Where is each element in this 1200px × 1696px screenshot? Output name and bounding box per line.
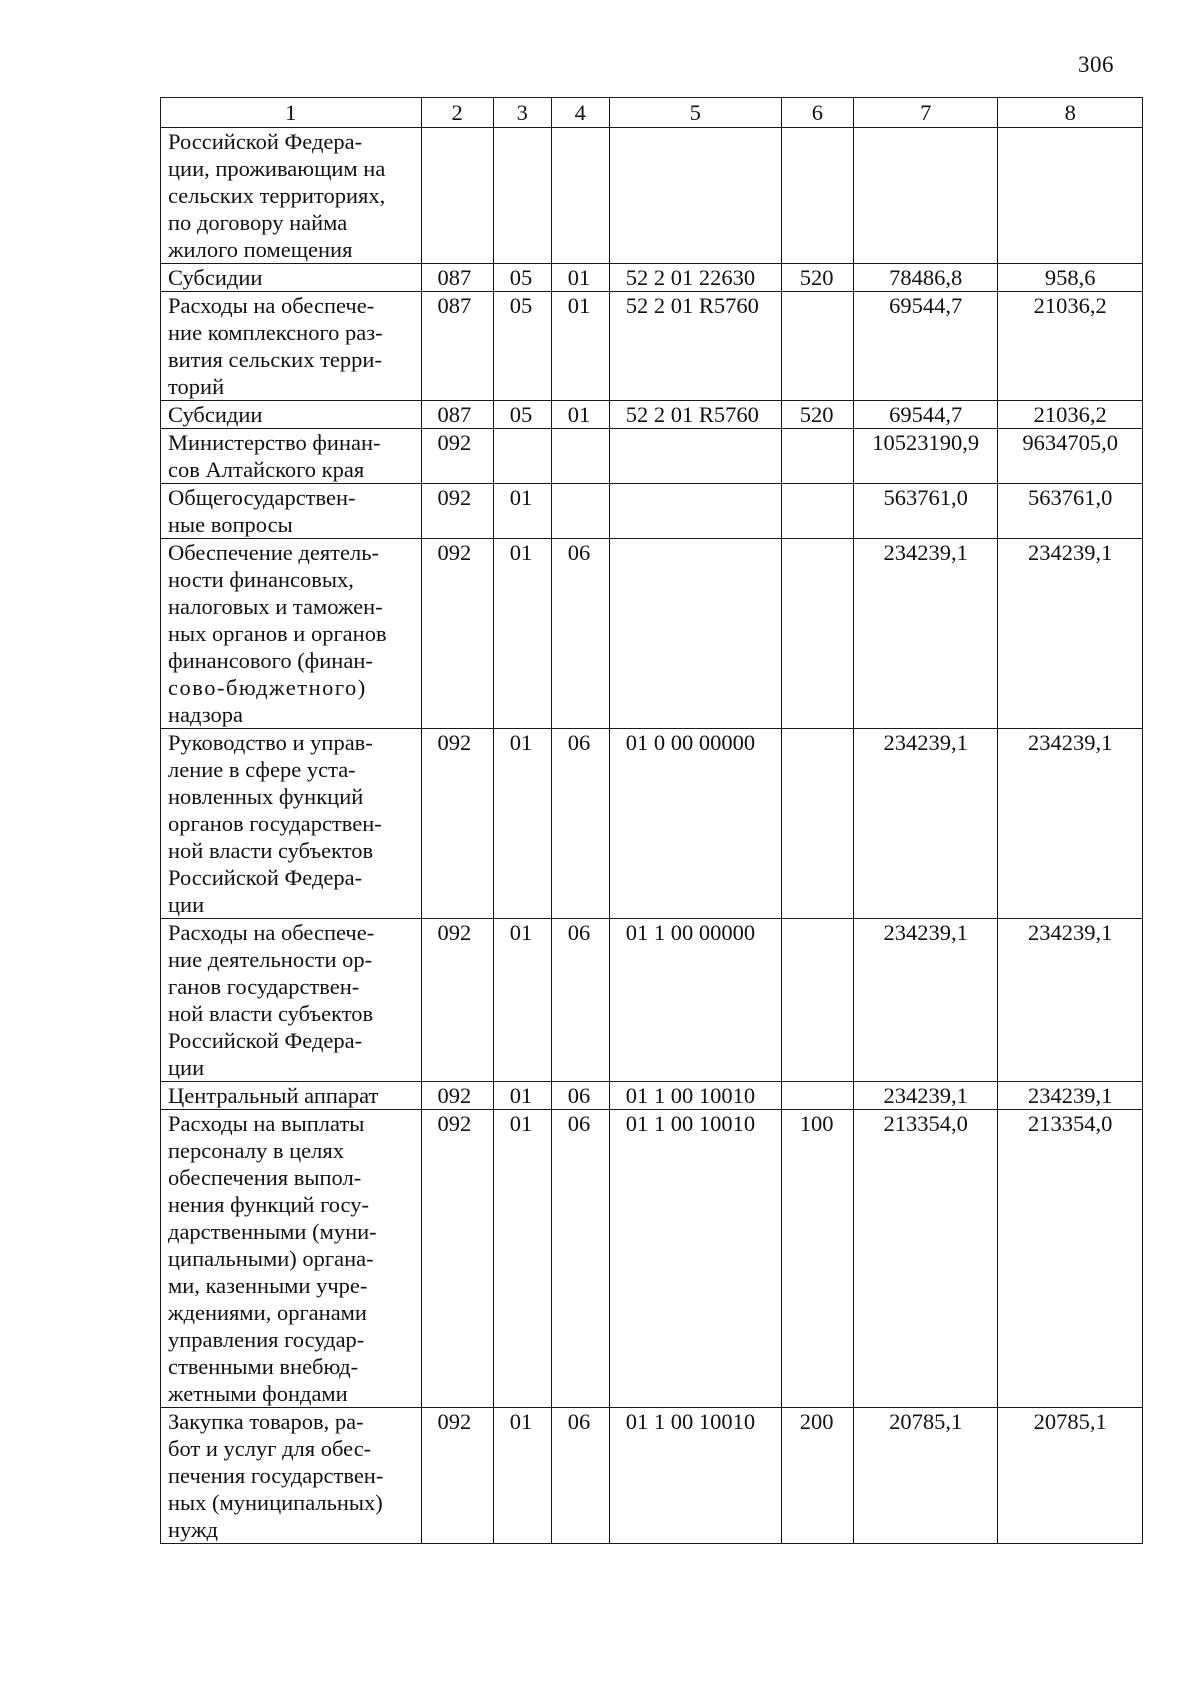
row-name-line: Расходы на обеспече- [168,293,375,318]
row-name-line: Общегосударствен- [168,485,356,510]
cell-col-8: 234239,1 [998,539,1143,729]
row-name-line: нужд [168,1517,218,1542]
cell-col-2: 092 [421,729,493,919]
row-name-line: Российской Федера- [168,129,363,154]
row-name-line: бот и услуг для обес- [168,1436,372,1461]
row-name-cell [161,1110,422,1408]
cell-col-5 [609,128,781,264]
row-name-line: нения функций госу- [168,1192,369,1217]
row-name-line: вития сельских терри- [168,347,382,372]
row-name-line: печения государствен- [168,1463,384,1488]
header-row [161,98,1143,128]
cell-col-2 [421,128,493,264]
cell-col-3: 05 [493,401,551,429]
cell-col-2: 087 [421,401,493,429]
row-name-cell [161,264,422,292]
row-name-line: Субсидии [168,265,263,290]
cell-col-3: 05 [493,264,551,292]
cell-col-4 [551,128,609,264]
row-name-line: ции, проживающим на [168,156,386,181]
row-name-line: новленных функций [168,784,364,809]
cell-col-8: 234239,1 [998,919,1143,1082]
cell-col-4: 01 [551,264,609,292]
cell-col-4: 06 [551,539,609,729]
cell-col-7: 69544,7 [853,292,998,401]
cell-col-8: 20785,1 [998,1408,1143,1544]
row-name-line: ные вопросы [168,512,293,537]
row-name-line: ждениями, органами [168,1300,367,1325]
cell-col-6 [781,292,853,401]
cell-col-5: 52 2 01 R5760 [609,292,781,401]
row-name-line: ганов государствен- [168,974,360,999]
table-row [161,1110,1143,1408]
cell-col-6 [781,128,853,264]
cell-col-3: 05 [493,292,551,401]
cell-col-5 [609,429,781,484]
column-header-6: 6 [781,98,853,128]
cell-col-5: 01 0 00 00000 [609,729,781,919]
row-name-line: ной власти субъектов [168,838,374,863]
cell-col-6: 100 [781,1110,853,1408]
row-name-line: Закупка товаров, ра- [168,1409,364,1434]
row-name-line: Обеспечение деятель- [168,540,379,565]
cell-col-8: 9634705,0 [998,429,1143,484]
column-header-5: 5 [609,98,781,128]
row-name-line: ственными внебюд- [168,1354,359,1379]
cell-col-4: 06 [551,729,609,919]
table-row [161,401,1143,429]
cell-col-8: 234239,1 [998,1082,1143,1110]
cell-col-2: 092 [421,919,493,1082]
cell-col-8: 234239,1 [998,729,1143,919]
row-name-line: ных органов и органов [168,621,387,646]
cell-col-6 [781,429,853,484]
cell-col-7: 78486,8 [853,264,998,292]
row-name-line: персоналу в целях [168,1138,344,1163]
cell-col-6: 200 [781,1408,853,1544]
cell-col-2: 087 [421,292,493,401]
budget-table [160,97,1143,1544]
cell-col-7: 213354,0 [853,1110,998,1408]
row-name-line: ной власти субъектов [168,1001,374,1026]
cell-col-4: 06 [551,1110,609,1408]
cell-col-2: 092 [421,539,493,729]
row-name-cell [161,484,422,539]
row-name-line: ние комплексного раз- [168,320,383,345]
cell-col-8: 213354,0 [998,1110,1143,1408]
row-name-line: обеспечения выпол- [168,1165,362,1190]
row-name-line: сельских территориях, [168,183,386,208]
table-row [161,128,1143,264]
table-row [161,539,1143,729]
cell-col-4: 01 [551,401,609,429]
cell-col-6: 520 [781,401,853,429]
cell-col-6 [781,729,853,919]
table-row [161,1408,1143,1544]
column-header-8: 8 [998,98,1143,128]
table-row [161,264,1143,292]
cell-col-4: 01 [551,292,609,401]
cell-col-5: 01 1 00 10010 [609,1408,781,1544]
row-name-line: сово-бюджетного) [168,675,367,700]
cell-col-2: 092 [421,1082,493,1110]
cell-col-3 [493,429,551,484]
row-name-line: сов Алтайского края [168,457,365,482]
cell-col-3: 01 [493,919,551,1082]
cell-col-3: 01 [493,539,551,729]
row-name-cell [161,429,422,484]
cell-col-7: 10523190,9 [853,429,998,484]
column-header-3: 3 [493,98,551,128]
cell-col-7: 69544,7 [853,401,998,429]
row-name-line: Расходы на обеспече- [168,920,375,945]
table-row [161,919,1143,1082]
cell-col-7: 563761,0 [853,484,998,539]
cell-col-3: 01 [493,729,551,919]
cell-col-5 [609,484,781,539]
cell-col-7: 234239,1 [853,1082,998,1110]
cell-col-2: 092 [421,1110,493,1408]
row-name-line: жилого помещения [168,237,353,262]
cell-col-5: 52 2 01 R5760 [609,401,781,429]
cell-col-4: 06 [551,1082,609,1110]
cell-col-7: 20785,1 [853,1408,998,1544]
row-name-line: Расходы на выплаты [168,1111,365,1136]
row-name-cell [161,919,422,1082]
row-name-line: Субсидии [168,402,263,427]
cell-col-6: 520 [781,264,853,292]
row-name-cell [161,539,422,729]
row-name-line: ми, казенными учре- [168,1273,368,1298]
row-name-line: ции [168,892,205,917]
page-number: 306 [1078,52,1114,77]
row-name-cell [161,128,422,264]
cell-col-3: 01 [493,1110,551,1408]
row-name-line: жетными фондами [168,1381,348,1406]
cell-col-3: 01 [493,1082,551,1110]
table-row [161,484,1143,539]
column-header-1: 1 [161,98,422,128]
row-name-line: Центральный аппарат [168,1083,379,1108]
row-name-cell [161,729,422,919]
column-header-7: 7 [853,98,998,128]
cell-col-2: 092 [421,429,493,484]
cell-col-6 [781,539,853,729]
cell-col-2: 092 [421,484,493,539]
cell-col-4 [551,484,609,539]
row-name-line: ние деятельности ор- [168,947,373,972]
cell-col-3: 01 [493,484,551,539]
column-header-2: 2 [421,98,493,128]
cell-col-8: 21036,2 [998,401,1143,429]
row-name-line: ление в сфере уста- [168,757,356,782]
cell-col-6 [781,484,853,539]
table-body [161,128,1143,1544]
cell-col-8: 21036,2 [998,292,1143,401]
row-name-line: ных (муниципальных) [168,1490,383,1515]
row-name-line: Российской Федера- [168,865,363,890]
cell-col-4: 06 [551,919,609,1082]
cell-col-7: 234239,1 [853,729,998,919]
cell-col-5: 52 2 01 22630 [609,264,781,292]
row-name-line: надзора [168,702,243,727]
cell-col-5: 01 1 00 10010 [609,1110,781,1408]
table-row [161,729,1143,919]
cell-col-7 [853,128,998,264]
row-name-cell [161,292,422,401]
row-name-line: Министерство финан- [168,430,381,455]
row-name-line: торий [168,374,225,399]
row-name-line: ности финансовых, [168,567,354,592]
row-name-line: Руководство и управ- [168,730,373,755]
cell-col-4: 06 [551,1408,609,1544]
row-name-line: ции [168,1055,205,1080]
row-name-line: ципальными) органа- [168,1246,374,1271]
row-name-cell [161,1082,422,1110]
column-header-4: 4 [551,98,609,128]
table-row [161,292,1143,401]
cell-col-2: 087 [421,264,493,292]
cell-col-6 [781,919,853,1082]
cell-col-5: 01 1 00 00000 [609,919,781,1082]
table-row [161,429,1143,484]
row-name-line: финансового (финан- [168,648,373,673]
cell-col-5 [609,539,781,729]
row-name-cell [161,401,422,429]
cell-col-8: 563761,0 [998,484,1143,539]
cell-col-3 [493,128,551,264]
row-name-line: налоговых и таможен- [168,594,383,619]
cell-col-7: 234239,1 [853,539,998,729]
row-name-line: управления государ- [168,1327,365,1352]
row-name-line: по договору найма [168,210,348,235]
cell-col-4 [551,429,609,484]
cell-col-8 [998,128,1143,264]
row-name-cell [161,1408,422,1544]
table-row [161,1082,1143,1110]
cell-col-5: 01 1 00 10010 [609,1082,781,1110]
cell-col-2: 092 [421,1408,493,1544]
cell-col-3: 01 [493,1408,551,1544]
cell-col-6 [781,1082,853,1110]
cell-col-7: 234239,1 [853,919,998,1082]
row-name-line: органов государствен- [168,811,382,836]
row-name-line: дарственными (муни- [168,1219,377,1244]
cell-col-8: 958,6 [998,264,1143,292]
row-name-line: Российской Федера- [168,1028,363,1053]
